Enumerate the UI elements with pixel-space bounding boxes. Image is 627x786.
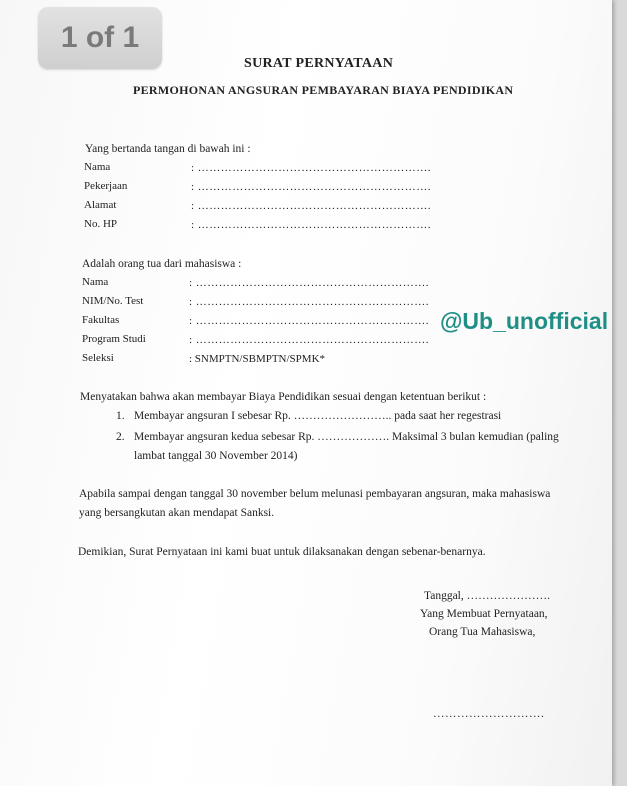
student-faculty-label: Fakultas	[82, 314, 120, 326]
applicant-address-label: Alamat	[84, 199, 117, 211]
student-nim-value: : …………………………………………………….	[189, 296, 430, 308]
signature-date: Tanggal, ………………….	[424, 590, 551, 602]
sanction-line: yang bersangkutan akan mendapat Sanksi.	[79, 507, 275, 519]
applicant-job-value: : …………………………………………………….	[191, 181, 432, 193]
student-selection-value: : SNMPTN/SBMPTN/SPMK*	[189, 353, 326, 365]
student-selection-label: Seleksi	[82, 352, 114, 364]
item-line: Membayar angsuran I sebesar Rp. …………………….. pada saat her regestrasi	[134, 410, 502, 422]
parent-intro-text: Adalah orang tua dari mahasiswa :	[82, 258, 242, 270]
applicant-phone-value: : …………………………………………………….	[191, 219, 432, 231]
student-program-value: : …………………………………………………….	[189, 334, 430, 346]
statement-text: Menyatakan bahwa akan membayar Biaya Pendidikan sesuai dengan ketentuan berikut :	[80, 391, 487, 403]
applicant-address-value: : …………………………………………………….	[191, 200, 432, 212]
intro-text: Yang bertanda tangan di bawah ini :	[85, 143, 251, 155]
signature-maker: Yang Membuat Pernyataan,	[420, 608, 548, 620]
student-nim-label: NIM/No. Test	[82, 295, 144, 307]
sanction-line: Apabila sampai dengan tanggal 30 november belum melunasi pembayaran angsuran, maka mahasiswa	[79, 488, 551, 500]
item-line: Membayar angsuran kedua sebesar Rp. ………………. Maksimal 3 bulan kemudian (paling	[134, 431, 559, 443]
item-line: lambat tanggal 30 November 2014)	[134, 450, 298, 462]
item-number: 2.	[116, 431, 125, 443]
applicant-job-label: Pekerjaan	[84, 180, 128, 192]
watermark-handle: @Ub_unofficial	[440, 308, 609, 334]
document-subtitle: PERMOHONAN ANGSURAN PEMBAYARAN BIAYA PENDIDIKAN	[133, 83, 514, 97]
student-name-label: Nama	[82, 276, 109, 288]
signature-line: ……………………….	[433, 708, 545, 720]
student-program-label: Program Studi	[82, 333, 146, 345]
document-title: SURAT PERNYATAAN	[244, 56, 394, 71]
student-name-value: : …………………………………………………….	[189, 277, 430, 289]
applicant-name-value: : …………………………………………………….	[191, 162, 432, 174]
applicant-phone-label: No. HP	[84, 218, 118, 230]
page-indicator: 1 of 1	[38, 7, 162, 69]
applicant-name-label: Nama	[84, 161, 111, 173]
student-faculty-value: : …………………………………………………….	[189, 315, 430, 327]
closing-text: Demikian, Surat Pernyataan ini kami buat untuk dilaksanakan dengan sebenar-benarnya.	[78, 546, 486, 558]
item-number: 1.	[116, 410, 125, 422]
signature-role: Orang Tua Mahasiswa,	[429, 626, 536, 638]
